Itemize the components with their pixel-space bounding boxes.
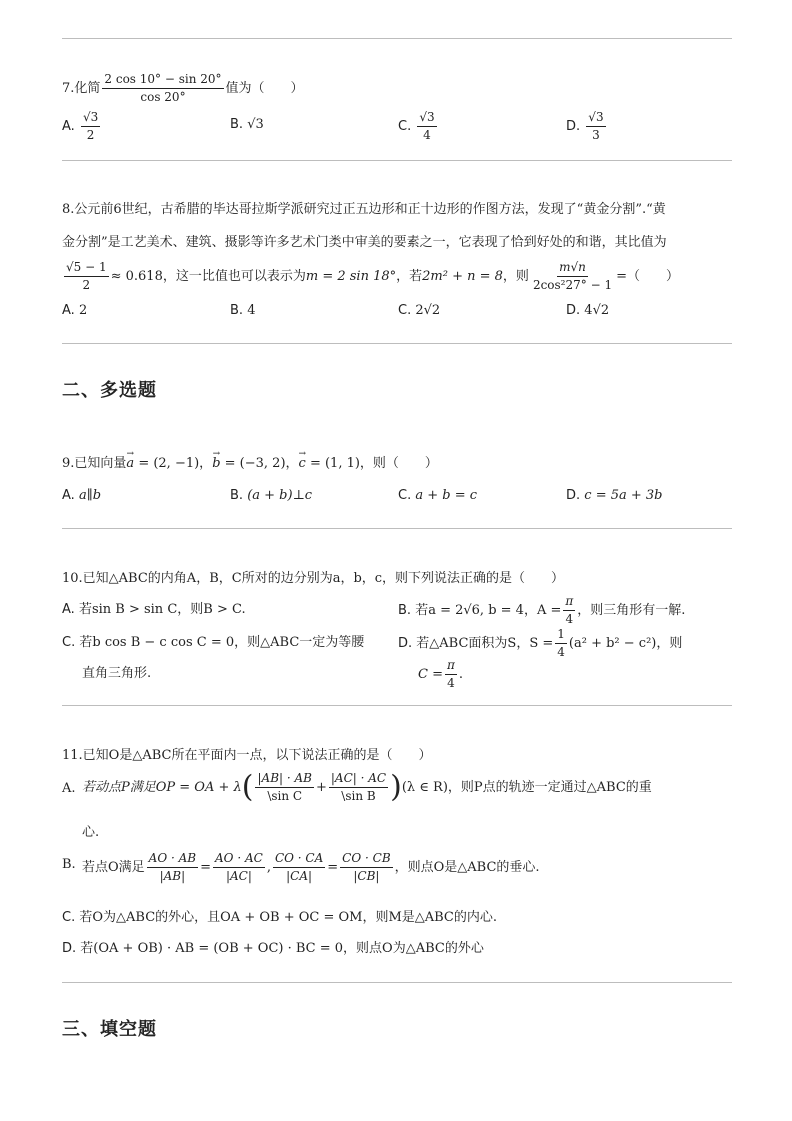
q9-a-label: A.: [62, 488, 75, 503]
q7-d-num: √3: [586, 110, 605, 127]
q8-c-val: 2√2: [415, 303, 441, 318]
q11-option-b-label: B.: [62, 857, 76, 872]
q7-b-label: B.: [230, 117, 244, 132]
q11-c-label: C.: [62, 910, 76, 925]
q8-expr-den: 2cos²27° − 1: [532, 278, 613, 292]
right-paren: ): [390, 769, 402, 805]
q11-a-pre: 若动点P满足OP = OA + λ: [82, 780, 242, 795]
q10-b-frac-num: π: [563, 594, 575, 611]
q11-b-comma: ,: [266, 860, 271, 875]
q11-b-f4-num: CO · CB: [340, 851, 392, 868]
q11-a-f2-den: \sin B: [341, 789, 376, 803]
q8-expr: [531, 260, 614, 293]
section-title-fill-in: 三、填空题: [62, 1019, 157, 1040]
q10-option-c: [62, 634, 364, 652]
q10-d-frac-num: 1: [555, 627, 567, 644]
q9-b-def: = (−3, 2)，: [224, 456, 299, 471]
q11-b-f3-den: |CA|: [286, 869, 313, 883]
q7-a-label: A.: [62, 119, 75, 134]
q9-option-c: [398, 487, 477, 505]
q8-ratio-den: 2: [82, 278, 91, 292]
q8-line-2: 金分割”是工艺美术、建筑、摄影等许多艺术门类中审美的要素之一，它表现了恰到好处的和谐，其比值为: [62, 235, 667, 250]
question-7: [62, 72, 304, 105]
q9-d-opt: c = 5a + 3b: [584, 488, 663, 503]
q11-b-eq-2: =: [327, 860, 339, 875]
q7-b-val: √3: [247, 117, 264, 132]
q9-a-def: = (2, −1)，: [138, 456, 213, 471]
q10-d-line-2: [418, 658, 463, 691]
divider: [62, 528, 732, 529]
q7-a-num: √3: [81, 110, 100, 127]
q11-a-f1-num: |AB| · AB: [255, 771, 314, 788]
divider: [62, 982, 732, 983]
q11-b-frac-1: [147, 851, 198, 884]
q11-c-text: 若O为△ABC的外心，且OA + OB + OC = OM，则M是△ABC的内心.: [79, 910, 498, 925]
q11-option-d: [62, 940, 484, 958]
vector-a: → a: [126, 455, 134, 473]
q7-fraction: [102, 72, 223, 105]
q8-cond: 2m² + n = 8: [422, 269, 503, 284]
q10-b-pre: 若a = 2√6, b = 4，A =: [415, 603, 562, 618]
q9-prefix: 9.已知向量: [62, 456, 127, 471]
q10-b-label: B.: [398, 603, 412, 618]
q11-a-f1-den: \sin C: [267, 789, 303, 803]
vector-b: → b: [212, 455, 220, 473]
q7-option-a: [62, 110, 102, 143]
q7-d-frac: [586, 110, 605, 143]
q7-d-den: 3: [592, 128, 600, 142]
q8-then: ，则: [502, 269, 529, 284]
q11-b-frac-2: [213, 851, 265, 884]
q8-option-d: [566, 302, 609, 320]
q9-option-d: [566, 487, 663, 505]
q7-a-frac: [81, 110, 100, 143]
q11-b-frac-3: [273, 851, 325, 884]
q10-option-a: [62, 601, 246, 619]
q11-b-frac-4: [340, 851, 392, 884]
q9-d-label: D.: [566, 488, 581, 503]
q7-d-label: D.: [566, 119, 581, 134]
divider: [62, 343, 732, 344]
q11-a-f2-num: |AC| · AC: [329, 771, 388, 788]
q10-b-post: ，则三角形有一解.: [577, 603, 686, 618]
q7-c-den: 4: [423, 128, 431, 142]
q11-a-line-2: 心.: [82, 825, 100, 840]
q8-b-label: B.: [230, 303, 244, 318]
q7-c-label: C.: [398, 119, 412, 134]
q7-den: cos 20°: [140, 90, 186, 104]
q11-option-a-label: A.: [62, 781, 76, 796]
q7-option-d: [566, 110, 608, 143]
q10-d2-frac: [445, 658, 457, 691]
q10-option-b: [398, 594, 685, 627]
q8-expr-num: m√n: [557, 260, 588, 277]
q7-c-num: √3: [417, 110, 436, 127]
q9-c-def: = (1, 1)，则（ ）: [309, 456, 438, 471]
q7-num: 2 cos 10° − sin 20°: [102, 72, 223, 89]
q11-d-text: 若(OA + OB) · AB = (OB + OC) · BC = 0，则点O为△ABC的外心: [80, 941, 484, 956]
q11-b-f2-den: |AC|: [225, 869, 252, 883]
q8-m-def: m = 2 sin 18°: [305, 269, 397, 284]
left-paren: (: [241, 769, 254, 805]
q11-a-post: (λ ∈ R)，则P点的轨迹一定通过△ABC的重: [401, 780, 652, 795]
q9-c-opt: a + b = c: [415, 488, 478, 503]
q8-line-1: 8.公元前6世纪，古希腊的毕达哥拉斯学派研究过正五边形和正十边形的作图方法，发现了“黄金分割”.“黄: [62, 202, 666, 217]
q8-ratio-num: √5 − 1: [64, 260, 109, 277]
q10-d-label: D.: [398, 636, 413, 651]
q8-option-b: [230, 302, 255, 320]
q7-a-den: 2: [86, 128, 95, 142]
q11-b-f2-num: AO · AC: [213, 851, 265, 868]
question-11: 11.已知O是△ABC所在平面内一点，以下说法正确的是（ ）: [62, 748, 432, 763]
q8-c-label: C.: [398, 303, 412, 318]
q7-suffix: 值为（ ）: [225, 81, 304, 96]
q7-option-c: [398, 110, 439, 143]
q11-option-c: [62, 909, 497, 927]
q9-c-label: C.: [398, 488, 412, 503]
q8-option-c: [398, 302, 440, 320]
q8-a-val: 2: [78, 303, 88, 318]
q8-d-val: 4√2: [584, 303, 610, 318]
q8-tail: =（ ）: [616, 269, 679, 284]
q11-d-label: D.: [62, 941, 77, 956]
q8-ratio: [64, 260, 109, 293]
divider: [62, 160, 732, 161]
q10-d2-frac-den: 4: [447, 676, 455, 690]
q9-a-opt: a∥b: [78, 488, 102, 503]
q8-d-label: D.: [566, 303, 581, 318]
q10-d-frac-den: 4: [557, 645, 565, 659]
q10-option-d: [398, 627, 682, 660]
q10-c-line-2: 直角三角形.: [82, 666, 152, 681]
q8-approx: ≈ 0.618，这一比值也可以表示为: [110, 269, 306, 284]
q11-b-pre: 若点O满足: [82, 860, 145, 875]
q9-option-a: [62, 487, 101, 505]
q10-d2-post: .: [458, 667, 464, 682]
q10-d2-frac-num: π: [445, 658, 457, 675]
q11-option-a: [82, 771, 652, 804]
divider: [62, 705, 732, 706]
q11-option-b: [82, 851, 540, 884]
q10-b-frac: [563, 594, 575, 627]
question-9: [62, 455, 438, 473]
q7-prefix: 7.化简: [62, 81, 101, 96]
q10-c-text-1: 若b cos B − c cos C = 0，则△ABC一定为等腰: [79, 635, 365, 650]
q11-b-f3-num: CO · CA: [273, 851, 325, 868]
q11-b-f1-den: |AB|: [159, 869, 186, 883]
q11-b-post: ，则点O是△ABC的垂心.: [394, 860, 540, 875]
q11-a-frac-1: [255, 771, 314, 804]
q9-b-opt: (a + b)⊥c: [247, 488, 313, 503]
q11-a-plus: +: [315, 780, 327, 795]
q10-b-frac-den: 4: [565, 612, 574, 626]
q10-d-mid: (a² + b² − c²)，则: [568, 636, 683, 651]
q10-d-frac: [555, 627, 567, 660]
q11-b-f1-num: AO · AB: [147, 851, 198, 868]
q7-option-b: [230, 116, 264, 134]
divider: [62, 38, 732, 39]
q11-a-frac-2: [329, 771, 388, 804]
q9-option-b: [230, 487, 312, 505]
q10-d-pre: 若△ABC面积为S，S =: [416, 636, 554, 651]
section-title-multiple-choice: 二、多选题: [62, 380, 157, 401]
q8-line-3: [62, 260, 679, 293]
q8-b-val: 4: [247, 303, 256, 318]
q7-c-frac: [417, 110, 436, 143]
q11-b-f4-den: |CB|: [353, 869, 380, 883]
vector-c: → c: [299, 455, 306, 473]
q8-a-label: A.: [62, 303, 75, 318]
question-10: 10.已知△ABC的内角A，B，C所对的边分别为a，b，c，则下列说法正确的是（ ）: [62, 571, 565, 586]
q9-b-label: B.: [230, 488, 244, 503]
q11-b-eq-1: =: [200, 860, 212, 875]
q10-d2-pre: C =: [418, 667, 443, 682]
q8-option-a: [62, 302, 87, 320]
q10-c-label: C.: [62, 635, 76, 650]
q10-a-text: 若sin B > sin C，则B > C.: [78, 602, 246, 617]
q10-a-label: A.: [62, 602, 75, 617]
q8-cond-prefix: ，若: [396, 269, 423, 284]
